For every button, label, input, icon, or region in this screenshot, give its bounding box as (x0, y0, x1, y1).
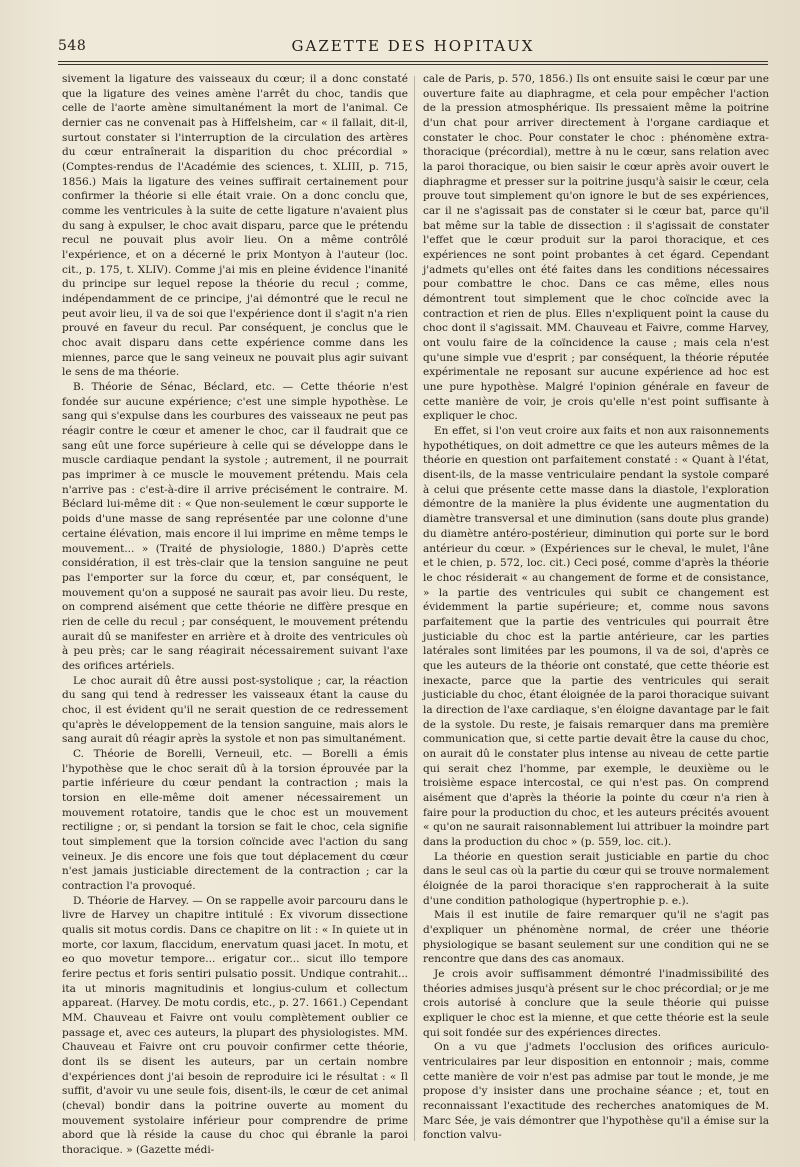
paragraph: cale de Paris, p. 570, 1856.) Ils ont ensuite saisi le cœur par une ouverture faite au diaphragme, et cela pour empêcher l'action de la pression atmosphérique. Ils pressaient même la poitrine d'un chat pour arriver directement à l'organe cardiaque et constater le choc. Pour constater le choc : phénomène extra-thoracique (précordial), mettre à nu le cœur, sans relation avec la paroi thoracique, ou bien saisir le cœur après avoir ouvert le diaphragme et presser sur la poitrine jusqu'à saisir le cœur, cela prouve tout simplement qu'on ignore le but de ses expériences, car il ne s'agissait pas de constater si le cœur bat, parce qu'il bat même sur la table de dissection : il s'agissait de constater l'effet que le cœur produit sur la paroi thoracique, et ces expériences ne sont point probantes à cet égard. Cependant j'admets qu'elles ont été faites dans les conditions nécessaires pour combattre le choc. Dans ce cas même, elles nous démontrent tout simplement que le choc coïncide avec la contraction et rien de plus. Elles n'expliquent point la cause du choc dont il s'agissait. MM. Chauveau et Faivre, comme Harvey, ont voulu faire de la coïncidence la cause ; mais cela n'est qu'une simple vue d'esprit ; par conséquent, la théorie réputée expérimentale ne reposant sur aucune expérience ad hoc est une pure hypothèse. Malgré l'opinion générale en faveur de cette manière de voir, je crois qu'elle n'est point suffisante à expliquer le choc. (423, 73, 769, 423)
paragraph: sivement la ligature des vaisseaux du cœur; il a donc constaté que la ligature des veines amène l'arrêt du choc, tandis que celle de l'aorte amène simultanément la mort de l'animal. Ce dernier cas ne convenait pas à Hiffelsheim, car « il fallait, dit-il, surtout constater si l'interruption de la circulation des artères du cœur entraînerait la disparition du choc précordial » (Comptes-rendus de l'Académie des sciences, t. XLIII, p. 715, 1856.) Mais la ligature des veines suffirait certainement pour confirmer la théorie si elle était vraie. On a donc conclu que, comme les ventricules à la suite de cette ligature n'avaient plus du sang à expulser, le choc avait disparu, parce que le prétendu recul ne pouvait plus avoir lieu. On a même contrôlé l'expérience, et on a décerné le prix Montyon à l'auteur (loc. cit., p. 175, t. XLIV). Comme j'ai mis en pleine évidence l'inanité du principe sur lequel repose la théorie du recul ; comme, indépendamment de ce principe, j'ai démontré que le recul ne peut avoir lieu, il va de soi que l'expérience dont il s'agit n'a rien prouvé en faveur du recul. Par conséquent, je conclus que le choc avait disparu dans cette expérience comme dans les miennes, parce que le sang veineux ne pouvait plus agir suivant le sens de ma théorie. (62, 73, 408, 379)
paragraph: On a vu que j'admets l'occlusion des orifices auriculo-ventriculaires par leur disposition en entonnoir ; mais, comme cette manière de voir n'est pas admise par tout le monde, je me propose d'y insister dans une prochaine séance ; et, tout en reconnaissant l'exactitude des recherches anatomiques de M. Marc Sée, je vais démontrer que l'hypothèse qu'il a émise sur la fonction valvu- (423, 1041, 769, 1142)
journal-title: GAZETTE DES HOPITAUX (291, 37, 535, 55)
paragraph: La théorie en question serait justiciable en partie du choc dans le seul cas où la partie du cœur qui se trouve normalement éloignée de la paroi thoracique s'en rapprocherait à la suite d'une condition pathologique (hypertrophie p. e.). (423, 850, 769, 907)
paragraph: D. Théorie de Harvey. — On se rappelle avoir parcouru dans le livre de Harvey un chapitre intitulé : Ex vivorum dissectione qualis sit motus cordis. Dans ce chapitre on lit : « In quiete ut in morte, cor laxum, flaccidum, enervatum quasi jacet. In motu, et eo quo movetur tempore... erigatur cor... sicut illo tempore ferire pectus et foris sentiri pulsatio possit. Undique contrahit... ita ut minoris magnitudinis et longius-culum et collectum appareat. (Harvey. De motu cordis, etc., p. 27. 1661.) Cependant MM. Chauveau et Faivre ont voulu complètement oublier ce passage et, avec ces auteurs, la plupart des physiologistes. MM. Chauveau et Faivre ont cru pouvoir confirmer cette théorie, dont ils se disent les auteurs, par un certain nombre d'expériences dont j'ai besoin de reproduire ici le résultat : « Il suffit, d'avoir vu une seule fois, disent-ils, le cœur de cet animal (cheval) bondir dans la poitrine ouverte au moment du mouvement systolaire inférieur pour comprendre de prime abord que là réside la cause du choc qui ébranle la paroi thoracique. » (Gazette médi- (62, 894, 408, 1157)
paragraph: Mais il est inutile de faire remarquer qu'il ne s'agit pas d'expliquer un phénomène normal, de créer une théorie physiologique se basant seulement sur une condition qui ne se rencontre que dans des cas anomaux. (423, 909, 769, 966)
paragraph: Le choc aurait dû être aussi post-systolique ; car, la réaction du sang qui tend à redresser les vaisseaux étant la cause du choc, il est évident qu'il ne serait question de ce redressement qu'après le développement de la tension sanguine, mais alors le sang aurait dû réagir après la systole et non pas simultanément. (62, 674, 408, 746)
left-column (62, 72, 408, 1158)
paragraph: Je crois avoir suffisamment démontré l'inadmissibilité des théories admises jusqu'à présent sur le choc précordial; or je me crois autorisé à conclure que la seule théorie qui puisse expliquer le choc est la mienne, et que cette théorie est la seule qui soit fondée sur des expériences directes. (423, 967, 769, 1039)
page-header (58, 34, 768, 60)
paragraph: B. Théorie de Sénac, Béclard, etc. — Cette théorie n'est fondée sur aucune expérience; c'est une simple hypothèse. Le sang qui s'expulse dans les courbures des vaisseaux ne peut pas réagir contre le cœur et amener le choc, car il faudrait que ce sang eût une force supérieure à celle qui se développe dans le muscle cardiaque pendant la systole ; autrement, il ne pourrait pas imprimer à ce muscle le mouvement prétendu. Mais cela n'arrive pas : c'est-à-dire il arrive précisément le contraire. M. Béclard lui-même dit : « Que non-seulement le cœur supporte le poids d'une masse de sang représentée par une colonne d'une certaine élévation, mais encore il lui imprime en même temps le mouvement... » (Traité de physiologie, 1880.) D'après cette considération, il est très-clair que la tension sanguine ne peut pas l'emporter sur la force du cœur, et, par conséquent, le mouvement qu'on a supposé ne saurait pas avoir lieu. Du reste, on comprend aisément que cette théorie ne diffère presque en rien de celle du recul ; par conséquent, le mouvement prétendu aurait dû se manifester en arrière et à droite des ventricules où à peu près; car le sang réagirait nécessairement suivant l'axe des orifices artériels. (62, 381, 408, 672)
column-divider (414, 76, 415, 1141)
right-column (423, 72, 769, 1143)
paragraph: C. Théorie de Borelli, Verneuil, etc. — Borelli a émis l'hypothèse que le choc serait dû à la torsion éprouvée par la partie inférieure du cœur pendant la contraction ; mais la torsion en elle-même doit amener nécessairement un mouvement rotatoire, tandis que le choc est un mouvement rectiligne ; or, si pendant la torsion se fait le choc, cela signifie tout simplement que la torsion coïncide avec l'action du sang veineux. Je dis encore une fois que tout déplacement du cœur n'est jamais justiciable directement de la contraction ; car la contraction l'a provoqué. (62, 747, 408, 892)
header-rule-top (58, 61, 768, 62)
header-rule-bottom (58, 64, 768, 65)
page-number: 548 (58, 38, 87, 54)
paragraph: En effet, si l'on veut croire aux faits et non aux raisonnements hypothétiques, on doit admettre ce que les auteurs mêmes de la théorie en question ont parfaitement constaté : « Quant à l'état, disent-ils, de la masse ventriculaire pendant la systole comparé à celui que présente cette masse dans la diastole, l'exploration démontre de la manière la plus évidente une augmentation du diamètre transversal et une diminution (sans doute plus grande) du diamètre antéro-postérieur, diminution qui porte sur le bord antérieur du cœur. » (Expériences sur le cheval, le mulet, l'âne et le chien, p. 572, loc. cit.) Ceci posé, comme d'après la théorie le choc résiderait « au changement de forme et de consistance, » la partie des ventricules qui subit ce changement est évidemment la partie supérieure; et, comme nous savons parfaitement que la partie des ventricules qui pourrait être justiciable du choc est la partie antérieure, car les parties latérales sont limitées par les poumons, il va de soi, d'après ce que les auteurs de la théorie ont constaté, que cette théorie est inexacte, parce que la partie des ventricules qui serait justiciable du choc, étant éloignée de la paroi thoracique suivant la direction de l'axe cardiaque, s'en éloigne davantage par le fait de la systole. Du reste, je faisais remarquer dans ma première communication que, si cette partie devait être la cause du choc, on aurait dû le constater plus intense au niveau de cette partie qui serait chez l'homme, par exemple, le deuxième ou le troisième espace intercostal, ce qui n'est pas. On comprend aisément que d'après la théorie la pointe du cœur n'a rien à faire pour la production du choc, et les auteurs précités avouent « qu'on ne saurait raisonnablement lui attribuer la moindre part dans la production du choc » (p. 559, loc. cit.). (423, 425, 769, 848)
